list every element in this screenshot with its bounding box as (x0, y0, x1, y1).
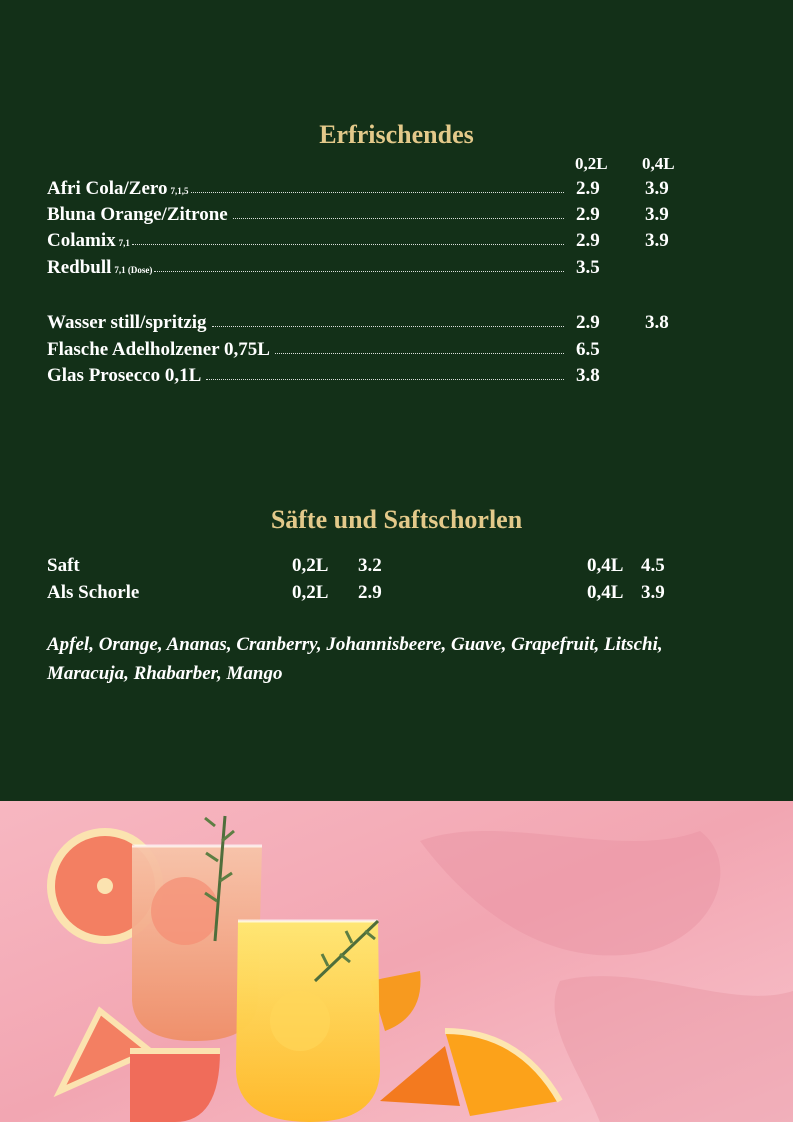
price-small: 2.9 (576, 204, 600, 225)
dot-leader (233, 218, 564, 219)
price-small: 2.9 (576, 178, 600, 199)
price-small: 3.8 (576, 365, 600, 386)
price-small: 3.5 (576, 257, 600, 278)
item-allergen-note: 7,1 (Dose) (114, 265, 153, 275)
juice-price-small: 2.9 (358, 582, 382, 603)
dot-leader (275, 353, 564, 354)
price-large: 3.9 (645, 204, 669, 225)
item-name: Bluna Orange/Zitrone (47, 204, 228, 225)
section-title-saefte: Säfte und Saftschorlen (270, 505, 523, 534)
item-name: Redbull 7,1 (Dose) (47, 257, 153, 278)
item-name: Flasche Adelholzener 0,75L (47, 339, 270, 360)
drinks-photo (0, 801, 793, 1122)
juice-price-large: 3.9 (641, 582, 665, 603)
price-small: 6.5 (576, 339, 600, 360)
juice-price-large: 4.5 (641, 555, 665, 576)
price-large: 3.8 (645, 312, 669, 333)
section-title-erfrischendes: Erfrischendes (319, 120, 474, 149)
juice-price-small: 3.2 (358, 555, 382, 576)
dot-leader (132, 244, 564, 245)
juice-size-large: 0,4L (587, 582, 624, 603)
item-name: Afri Cola/Zero 7,1,5 (47, 178, 189, 199)
item-name: Wasser still/spritzig (47, 312, 207, 333)
dot-leader (206, 379, 564, 380)
juice-size-small: 0,2L (292, 582, 329, 603)
juice-size-small: 0,2L (292, 555, 329, 576)
yellow-drink-glass-icon (236, 921, 380, 1122)
item-allergen-note: 7,1 (118, 238, 130, 248)
column-header-small: 0,2L (575, 154, 608, 173)
item-allergen-note: 7,1,5 (170, 186, 189, 196)
price-large: 3.9 (645, 230, 669, 251)
price-small: 2.9 (576, 312, 600, 333)
column-header-large: 0,4L (642, 154, 675, 173)
juice-name: Saft (47, 555, 80, 576)
dot-leader (154, 271, 564, 272)
dot-leader (191, 192, 564, 193)
item-name: Glas Prosecco 0,1L (47, 365, 202, 386)
juice-size-large: 0,4L (587, 555, 624, 576)
juice-name: Als Schorle (47, 582, 140, 603)
price-large: 3.9 (645, 178, 669, 199)
juice-flavors: Apfel, Orange, Ananas, Cranberry, Johannisbeere, Guave, Grapefruit, Litschi, Maracuja, Rhabarber, Mango (47, 634, 663, 684)
price-small: 2.9 (576, 230, 600, 251)
dot-leader (212, 326, 564, 327)
item-name: Colamix 7,1 (47, 230, 130, 251)
